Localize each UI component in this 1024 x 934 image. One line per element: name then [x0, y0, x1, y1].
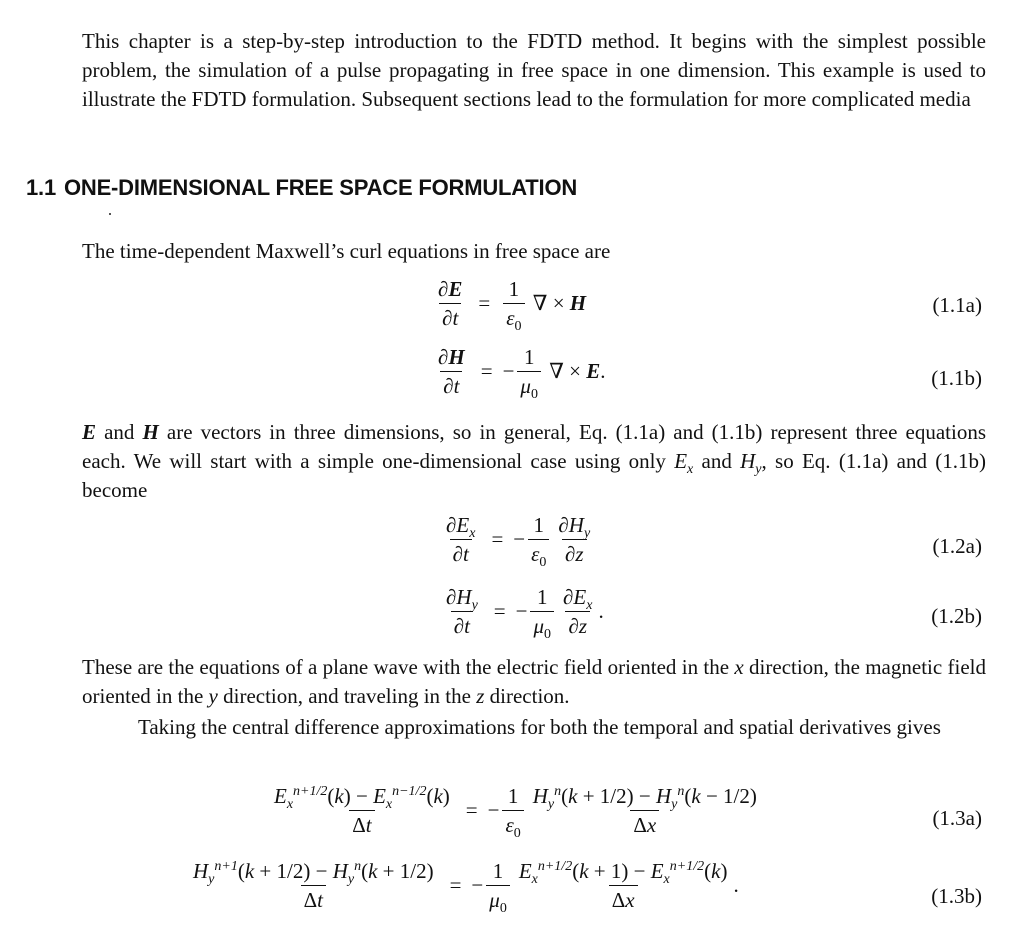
- text-plane-wave-c: direction, and traveling in the: [217, 684, 477, 708]
- section-heading: [26, 175, 577, 201]
- intro-paragraph: This chapter is a step-by-step introduction to the FDTD method. It begins with the simplest possible problem, the simulation of a pulse propagating in free space in one dimension. This example is used to illustrate the FDTD formulation. Subsequent sections lead to the formulation for more complicated media: [82, 29, 986, 111]
- symbol-Hy: H: [740, 449, 756, 473]
- equation-1-3b: $\frac{H_y^{n+1}(k + 1/2) - H_y^n(k + 1/2)}{\Delta t}$ = − $\frac{1}{\mu_0}$ $\frac{E_x^{n+1/2}(k + 1) - E_x^{n+1/2}(k)}{\Delta x}$ .: [193, 859, 739, 917]
- subscript-y: y: [755, 462, 762, 478]
- text-and: and: [96, 420, 143, 444]
- symbol-Ex: E: [674, 449, 688, 473]
- equation-1-1a: $\frac{\partial E}{\partial t}$ = $\frac{1}{\varepsilon_0}$ ∇ × H: [438, 277, 587, 335]
- text-plane-wave-a: These are the equations of a plane wave with the electric field oriented in the: [82, 655, 735, 679]
- subscript-x: x: [687, 462, 694, 478]
- equation-number-1-2a: (1.2a): [932, 534, 982, 558]
- equation-1-2a: $\frac{\partial E_x}{\partial t}$ = − $\frac{1}{\varepsilon_0}$ $\frac{\partial H_y}{\partial z}$: [446, 513, 591, 571]
- text-plane-wave-d: direction.: [484, 684, 570, 708]
- symbol-y: y: [208, 684, 218, 708]
- symbol-E: E: [82, 420, 97, 444]
- scan-speck: [109, 213, 111, 215]
- paragraph-maxwell-intro: The time-dependent Maxwell’s curl equations in free space are: [82, 239, 611, 263]
- equation-1-2b: $\frac{\partial H_y}{\partial t}$ = − $\frac{1}{\mu_0}$ $\frac{\partial E_x}{\partial z}$ .: [446, 585, 604, 643]
- paragraph-vectors: [82, 418, 986, 505]
- equation-1-3a: $\frac{E_x^{n+1/2}(k) - E_x^{n-1/2}(k)}{\Delta t}$ = − $\frac{1}{\varepsilon_0}$ $\frac{H_y^n(k + 1/2) - H_y^n(k - 1/2)}{\Delta x}$: [274, 784, 757, 842]
- paragraph-central-difference: Taking the central difference approximations for both the temporal and spatial derivatives gives: [138, 715, 941, 739]
- section-number: 1.1: [26, 175, 56, 200]
- equation-number-1-3a: (1.3a): [932, 806, 982, 830]
- equation-number-1-2b: (1.2b): [931, 604, 982, 628]
- text-vectors-rest: are vectors in three dimensions, so in general, Eq. (1.1a) and (1.1b) represent three equations each. We will start with a simple one-dimensional case using only: [82, 420, 986, 473]
- equation-number-1-1a: (1.1a): [932, 293, 982, 317]
- equation-number-1-3b: (1.3b): [931, 884, 982, 908]
- text-and-2: and: [693, 449, 741, 473]
- section-title: ONE-DIMENSIONAL FREE SPACE FORMULATION: [63, 175, 578, 200]
- text-plane-wave-b: direction, the magnetic field oriented in the: [82, 655, 986, 708]
- paragraph-plane-wave: [82, 653, 986, 711]
- equation-number-1-1b: (1.1b): [931, 366, 982, 390]
- symbol-z: z: [476, 684, 485, 708]
- text-become: , so Eq. (1.1a) and (1.1b) become: [82, 449, 986, 502]
- symbol-H: H: [142, 420, 159, 444]
- equation-1-1b: $\frac{\partial H}{\partial t}$ = − $\frac{1}{\mu_0}$ ∇ × E.: [438, 345, 606, 403]
- symbol-x: x: [734, 655, 744, 679]
